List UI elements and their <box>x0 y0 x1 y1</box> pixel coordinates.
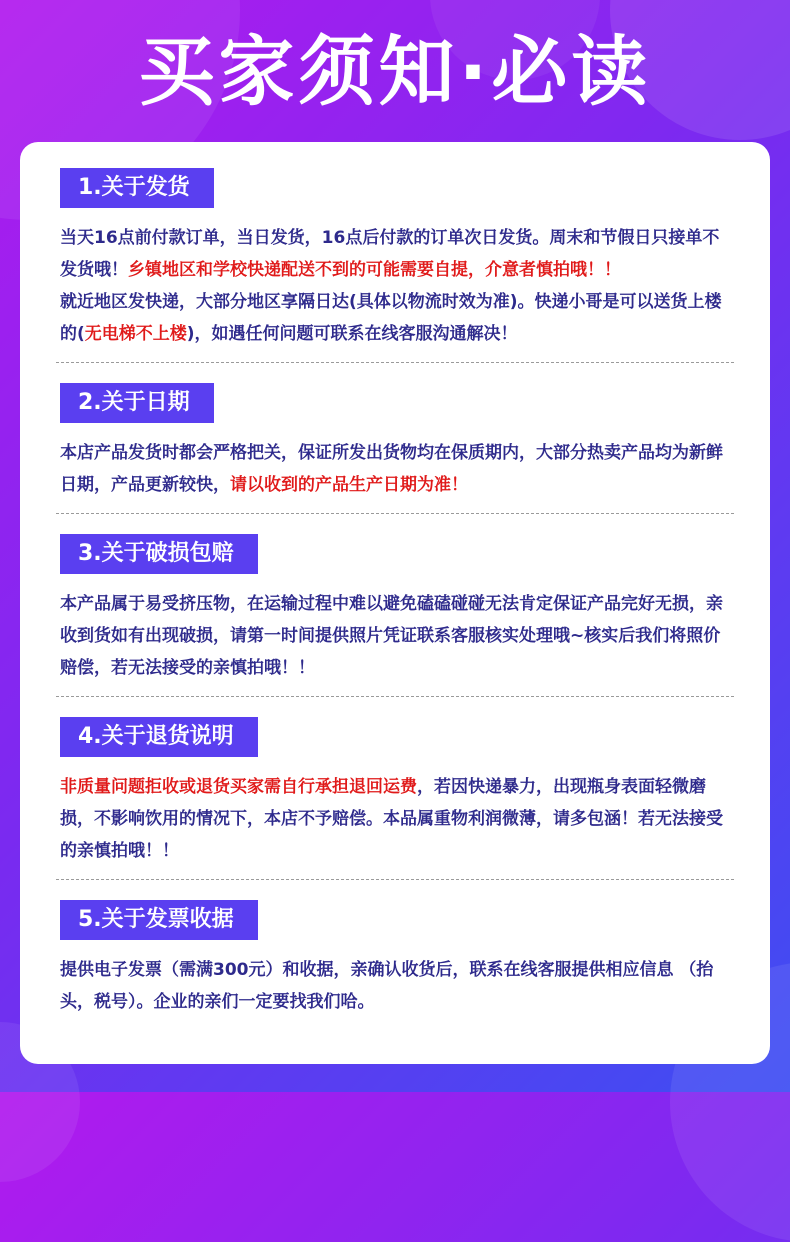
section-heading: 3.关于破损包赔 <box>60 534 258 574</box>
section-returns <box>56 697 734 880</box>
section-body <box>60 771 734 867</box>
page-title: 买家须知·必读 <box>138 27 652 116</box>
body-text: 本产品属于易受挤压物，在运输过程中难以避免磕磕碰碰无法肯定保证产品完好无损，亲收到货如有出现破损，请第一时间提供照片凭证联系客服核实处理哦~核实后我们将照价赔偿，若无法接受的亲慎拍哦！！ <box>60 594 723 678</box>
highlight-text: 乡镇地区和学校快递配送不到的可能需要自提，介意者慎拍哦！！ <box>128 260 621 280</box>
section-heading: 2.关于日期 <box>60 383 214 423</box>
paragraph <box>60 437 734 501</box>
paragraph <box>60 588 734 684</box>
body-text: 当天16点前付款订单，当日发货，16点后付款的订单次日发货。周末和节假日只接单不发货哦！ <box>60 228 720 280</box>
section-heading: 4.关于退货说明 <box>60 717 258 757</box>
highlight-text: 无电梯不上楼 <box>84 324 187 344</box>
section-body <box>60 222 734 350</box>
highlight-text: 非质量问题拒收或退货买家需自行承担退回运费 <box>60 777 417 797</box>
section-body <box>60 588 734 684</box>
section-heading: 1.关于发货 <box>60 168 214 208</box>
body-text: 提供电子发票（需满300元）和收据，亲确认收货后，联系在线客服提供相应信息 （抬头，税号）。企业的亲们一定要找我们哈。 <box>60 960 714 1012</box>
section-heading: 5.关于发票收据 <box>60 900 258 940</box>
paragraph <box>60 954 734 1018</box>
body-text: )，如遇任何问题可联系在线客服沟通解决！ <box>186 324 518 344</box>
body-text: 就近地区发快递，大部分地区享隔日达(具体以物流时效为准)。快递小哥是可以送货上楼的( <box>60 292 722 344</box>
section-invoice <box>56 880 734 1030</box>
section-shipping <box>56 168 734 363</box>
notice-card <box>20 142 770 1064</box>
body-text: ，若因快递暴力，出现瓶身表面轻微磨损，不影响饮用的情况下，本店不予赔偿。本品属重物利润微薄，请多包涵！若无法接受的亲慎拍哦！！ <box>60 777 723 861</box>
body-text: 本店产品发货时都会严格把关，保证所发出货物均在保质期内，大部分热卖产品均为新鲜日期，产品更新较快， <box>60 443 723 495</box>
section-date <box>56 363 734 514</box>
section-body <box>60 437 734 501</box>
highlight-text: 请以收到的产品生产日期为准！ <box>230 475 468 495</box>
section-body <box>60 954 734 1018</box>
section-damage <box>56 514 734 697</box>
paragraph <box>60 222 734 286</box>
paragraph <box>60 286 734 350</box>
paragraph <box>60 771 734 867</box>
